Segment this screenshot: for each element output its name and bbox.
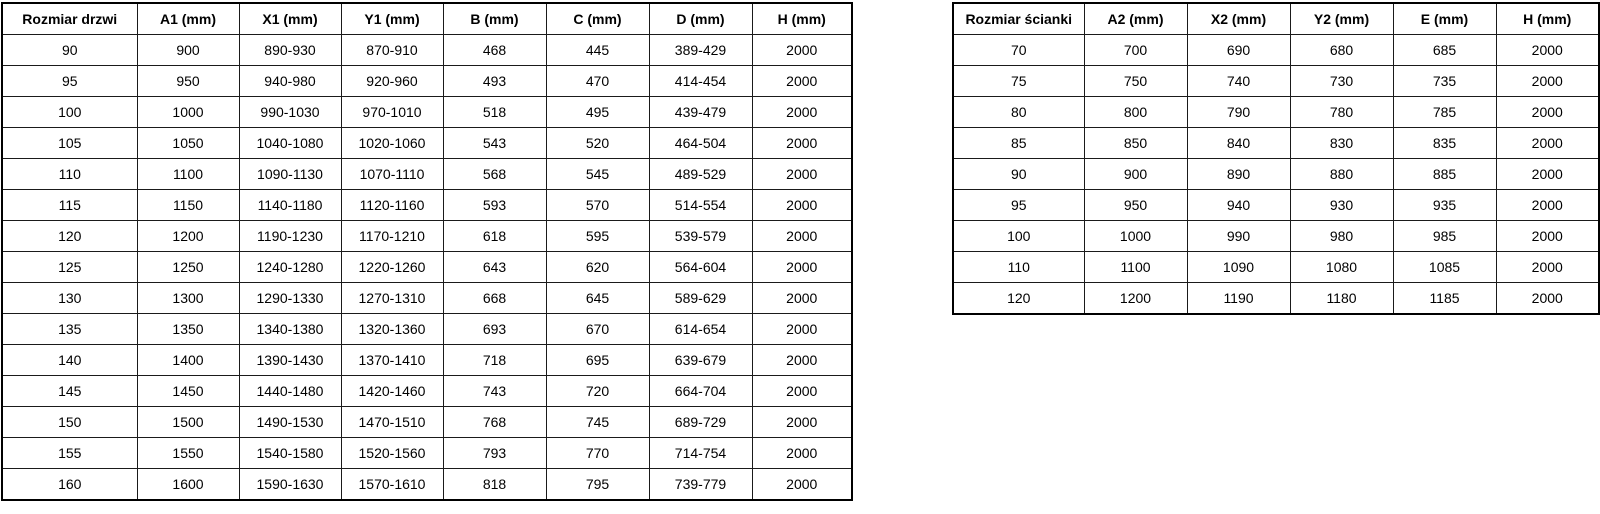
table-cell: 1200 [137, 221, 239, 252]
table-row [2, 314, 852, 345]
table-cell: 125 [2, 252, 137, 283]
table-cell: 1300 [137, 283, 239, 314]
table-cell: 680 [1290, 35, 1393, 66]
table-row [953, 252, 1599, 283]
table-row [2, 469, 852, 501]
table-cell: 539-579 [649, 221, 752, 252]
table-cell: 140 [2, 345, 137, 376]
table-cell: 2000 [752, 159, 852, 190]
table-cell: 2000 [1496, 221, 1599, 252]
table-cell: 389-429 [649, 35, 752, 66]
table-cell: 1540-1580 [239, 438, 341, 469]
table-cell: 743 [443, 376, 546, 407]
table-row [2, 159, 852, 190]
table-cell: 1085 [1393, 252, 1496, 283]
table-cell: 589-629 [649, 283, 752, 314]
table-row [2, 345, 852, 376]
table-cell: 2000 [1496, 66, 1599, 97]
table-cell: 2000 [1496, 159, 1599, 190]
table-cell: 2000 [752, 314, 852, 345]
table-cell: 1170-1210 [341, 221, 443, 252]
table-cell: 1080 [1290, 252, 1393, 283]
table-cell: 414-454 [649, 66, 752, 97]
table-cell: 155 [2, 438, 137, 469]
door-size-table [1, 2, 853, 501]
table-cell: 770 [546, 438, 649, 469]
table-cell: 985 [1393, 221, 1496, 252]
table-cell: 1590-1630 [239, 469, 341, 501]
table-cell: 1240-1280 [239, 252, 341, 283]
table-cell: 980 [1290, 221, 1393, 252]
table-cell: 80 [953, 97, 1084, 128]
table-cell: 1180 [1290, 283, 1393, 315]
table-cell: 1490-1530 [239, 407, 341, 438]
column-header: Rozmiar drzwi [2, 3, 137, 35]
table-row [2, 66, 852, 97]
table-cell: 595 [546, 221, 649, 252]
table-cell: 2000 [752, 35, 852, 66]
table-cell: 745 [546, 407, 649, 438]
column-header: Y2 (mm) [1290, 3, 1393, 35]
wall-size-table [952, 2, 1600, 315]
table-cell: 2000 [752, 128, 852, 159]
table-cell: 2000 [1496, 97, 1599, 128]
table-row [953, 190, 1599, 221]
table-cell: 890 [1187, 159, 1290, 190]
table-cell: 1100 [137, 159, 239, 190]
table-cell: 2000 [752, 345, 852, 376]
table-cell: 1320-1360 [341, 314, 443, 345]
table-cell: 120 [953, 283, 1084, 315]
table-cell: 950 [1084, 190, 1187, 221]
table-cell: 2000 [752, 190, 852, 221]
table-cell: 1140-1180 [239, 190, 341, 221]
table-row [2, 221, 852, 252]
table-cell: 768 [443, 407, 546, 438]
table-cell: 818 [443, 469, 546, 501]
table-cell: 1150 [137, 190, 239, 221]
table-cell: 800 [1084, 97, 1187, 128]
table-cell: 1090-1130 [239, 159, 341, 190]
table-cell: 643 [443, 252, 546, 283]
table-cell: 518 [443, 97, 546, 128]
table-row [2, 252, 852, 283]
table-cell: 2000 [752, 407, 852, 438]
table-cell: 468 [443, 35, 546, 66]
table-cell: 110 [2, 159, 137, 190]
table-cell: 850 [1084, 128, 1187, 159]
table-cell: 493 [443, 66, 546, 97]
table-cell: 1020-1060 [341, 128, 443, 159]
table-cell: 1390-1430 [239, 345, 341, 376]
table-cell: 150 [2, 407, 137, 438]
table-cell: 1600 [137, 469, 239, 501]
table-cell: 614-654 [649, 314, 752, 345]
table-cell: 130 [2, 283, 137, 314]
column-header: D (mm) [649, 3, 752, 35]
table-cell: 720 [546, 376, 649, 407]
table-cell: 120 [2, 221, 137, 252]
table-cell: 2000 [752, 469, 852, 501]
table-cell: 439-479 [649, 97, 752, 128]
table-cell: 670 [546, 314, 649, 345]
table-cell: 564-604 [649, 252, 752, 283]
table-cell: 1190 [1187, 283, 1290, 315]
table-row [2, 97, 852, 128]
table-cell: 1400 [137, 345, 239, 376]
table-cell: 900 [1084, 159, 1187, 190]
table-cell: 2000 [1496, 283, 1599, 315]
table-cell: 2000 [1496, 35, 1599, 66]
header-row [2, 3, 852, 35]
table-row [2, 128, 852, 159]
column-header: Rozmiar ścianki [953, 3, 1084, 35]
table-cell: 1500 [137, 407, 239, 438]
column-header: E (mm) [1393, 3, 1496, 35]
table-cell: 90 [2, 35, 137, 66]
table-cell: 1250 [137, 252, 239, 283]
table-row [953, 128, 1599, 159]
table-cell: 2000 [752, 252, 852, 283]
table-cell: 668 [443, 283, 546, 314]
column-header: H (mm) [752, 3, 852, 35]
table-cell: 990-1030 [239, 97, 341, 128]
column-header: X2 (mm) [1187, 3, 1290, 35]
table-cell: 160 [2, 469, 137, 501]
table-cell: 620 [546, 252, 649, 283]
table-cell: 1270-1310 [341, 283, 443, 314]
table-cell: 2000 [752, 97, 852, 128]
table-cell: 970-1010 [341, 97, 443, 128]
table-cell: 840 [1187, 128, 1290, 159]
table-cell: 718 [443, 345, 546, 376]
table-cell: 1000 [1084, 221, 1187, 252]
table-cell: 930 [1290, 190, 1393, 221]
table-cell: 1200 [1084, 283, 1187, 315]
table-cell: 750 [1084, 66, 1187, 97]
table-cell: 790 [1187, 97, 1290, 128]
table-cell: 568 [443, 159, 546, 190]
table-cell: 495 [546, 97, 649, 128]
column-header: X1 (mm) [239, 3, 341, 35]
table-cell: 714-754 [649, 438, 752, 469]
table-cell: 1190-1230 [239, 221, 341, 252]
table-cell: 1120-1160 [341, 190, 443, 221]
table-row [2, 190, 852, 221]
table-cell: 2000 [1496, 128, 1599, 159]
table-cell: 950 [137, 66, 239, 97]
header-row [953, 3, 1599, 35]
column-header: B (mm) [443, 3, 546, 35]
table-cell: 445 [546, 35, 649, 66]
table-cell: 1450 [137, 376, 239, 407]
table-cell: 2000 [1496, 252, 1599, 283]
table-cell: 730 [1290, 66, 1393, 97]
table-cell: 935 [1393, 190, 1496, 221]
table-cell: 95 [2, 66, 137, 97]
column-header: A1 (mm) [137, 3, 239, 35]
table-cell: 835 [1393, 128, 1496, 159]
table-cell: 780 [1290, 97, 1393, 128]
column-header: C (mm) [546, 3, 649, 35]
table-cell: 1100 [1084, 252, 1187, 283]
table-cell: 520 [546, 128, 649, 159]
table-cell: 1350 [137, 314, 239, 345]
column-header: Y1 (mm) [341, 3, 443, 35]
table-cell: 920-960 [341, 66, 443, 97]
table-cell: 470 [546, 66, 649, 97]
table-cell: 1420-1460 [341, 376, 443, 407]
table-cell: 135 [2, 314, 137, 345]
table-cell: 2000 [752, 438, 852, 469]
table-cell: 940-980 [239, 66, 341, 97]
table-cell: 489-529 [649, 159, 752, 190]
table-cell: 830 [1290, 128, 1393, 159]
table-cell: 1470-1510 [341, 407, 443, 438]
table-cell: 2000 [752, 283, 852, 314]
table-cell: 1000 [137, 97, 239, 128]
table-cell: 793 [443, 438, 546, 469]
table-cell: 645 [546, 283, 649, 314]
table-cell: 145 [2, 376, 137, 407]
table-cell: 990 [1187, 221, 1290, 252]
table-cell: 1440-1480 [239, 376, 341, 407]
table-cell: 890-930 [239, 35, 341, 66]
table-cell: 1090 [1187, 252, 1290, 283]
table-cell: 1220-1260 [341, 252, 443, 283]
table-cell: 1370-1410 [341, 345, 443, 376]
table-cell: 900 [137, 35, 239, 66]
table-cell: 795 [546, 469, 649, 501]
table-row [953, 221, 1599, 252]
table-cell: 885 [1393, 159, 1496, 190]
table-cell: 75 [953, 66, 1084, 97]
table-row [2, 376, 852, 407]
table-cell: 545 [546, 159, 649, 190]
table-cell: 1040-1080 [239, 128, 341, 159]
table-row [953, 66, 1599, 97]
table-cell: 785 [1393, 97, 1496, 128]
table-row [2, 283, 852, 314]
table-cell: 695 [546, 345, 649, 376]
table-cell: 664-704 [649, 376, 752, 407]
table-cell: 70 [953, 35, 1084, 66]
table-cell: 880 [1290, 159, 1393, 190]
table-cell: 740 [1187, 66, 1290, 97]
table-cell: 2000 [752, 376, 852, 407]
table-cell: 2000 [752, 66, 852, 97]
table-cell: 2000 [1496, 190, 1599, 221]
table-cell: 464-504 [649, 128, 752, 159]
column-header: H (mm) [1496, 3, 1599, 35]
table-cell: 739-779 [649, 469, 752, 501]
table-cell: 940 [1187, 190, 1290, 221]
table-row [953, 35, 1599, 66]
table-cell: 1570-1610 [341, 469, 443, 501]
table-cell: 110 [953, 252, 1084, 283]
table-cell: 90 [953, 159, 1084, 190]
table-cell: 700 [1084, 35, 1187, 66]
table-cell: 1070-1110 [341, 159, 443, 190]
table-cell: 870-910 [341, 35, 443, 66]
table-cell: 2000 [752, 221, 852, 252]
table-row [2, 35, 852, 66]
table-row [953, 283, 1599, 315]
table-cell: 85 [953, 128, 1084, 159]
table-row [2, 407, 852, 438]
table-row [953, 97, 1599, 128]
table-cell: 1340-1380 [239, 314, 341, 345]
table-cell: 1520-1560 [341, 438, 443, 469]
table-cell: 690 [1187, 35, 1290, 66]
table-cell: 105 [2, 128, 137, 159]
table-cell: 1050 [137, 128, 239, 159]
table-cell: 618 [443, 221, 546, 252]
table-cell: 593 [443, 190, 546, 221]
table-cell: 735 [1393, 66, 1496, 97]
table-cell: 1550 [137, 438, 239, 469]
table-cell: 689-729 [649, 407, 752, 438]
table-cell: 693 [443, 314, 546, 345]
table-cell: 514-554 [649, 190, 752, 221]
table-row [2, 438, 852, 469]
table-cell: 100 [953, 221, 1084, 252]
table-cell: 1185 [1393, 283, 1496, 315]
table-cell: 639-679 [649, 345, 752, 376]
table-row [953, 159, 1599, 190]
table-cell: 543 [443, 128, 546, 159]
table-cell: 685 [1393, 35, 1496, 66]
table-cell: 115 [2, 190, 137, 221]
table-cell: 570 [546, 190, 649, 221]
table-cell: 100 [2, 97, 137, 128]
table-cell: 95 [953, 190, 1084, 221]
table-cell: 1290-1330 [239, 283, 341, 314]
column-header: A2 (mm) [1084, 3, 1187, 35]
